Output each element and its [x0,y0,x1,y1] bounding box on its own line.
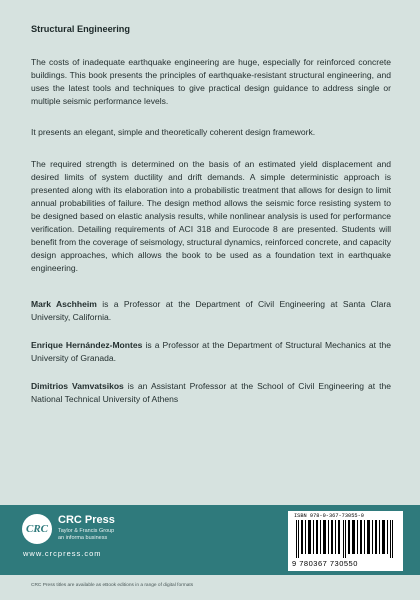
author-bio-2 [31,339,391,365]
paragraph-text: The required strength is determined on the basis of an estimated yield displacement and desired limits of system ductility and drift demands. A simple deterministic approach is presented along with its elaboration into a probabilistic treatment that allows for design to limit annual probabilities of failure. The design method allows the seismic force resisting system to be designed based on elastic analysis results, while nonlinear analysis is used for performance verification. Detailing requirements of ACI 318 and Eurocode 8 are presented. Students will benefit from the coverage of seismology, structural dynamics, reinforced concrete, and capacity design approaches, which allows the book to be used as a foundation text in earthquake engineering. [31,159,391,273]
footer-note: CRC Press titles are available as eBook editions in a range of digital formats [31,583,194,588]
logo-text: CRC [25,523,48,535]
author-bio-1 [31,298,391,324]
author-name: Dimitrios Vamvatsikos [31,381,124,391]
author-bio-text: is a Professor at the Department of Civil Engineering at Santa Clara University, California. [31,299,392,322]
crc-logo [22,514,52,544]
description-paragraph-3 [31,158,391,275]
publisher-group: Taylor & Francis Group [58,528,115,534]
paragraph-text: It presents an elegant, simple and theoretically coherent design framework. [31,127,316,137]
author-bio-text: is a Professor at the Department of Structural Mechanics at the University of Granada. [31,340,391,363]
publisher-website: www.crcpress.com [23,549,102,558]
author-bio-3 [31,380,391,406]
author-name: Mark Aschheim [31,299,97,309]
barcode [288,511,403,571]
author-bio-text: is an Assistant Professor at the School of Civil Engineering at the National Technical University of Athens [31,381,391,404]
author-name: Enrique Hernández-Montes [31,340,143,350]
category-label: Structural Engineering [31,24,131,34]
publisher-tagline: an informa business [58,535,108,541]
isbn-label: ISBN 978-0-367-73055-0 [294,513,364,519]
description-paragraph-2 [31,126,391,139]
publisher-name: CRC Press [58,514,115,526]
barcode-bars [296,520,394,558]
paragraph-text: The costs of inadequate earthquake engineering are huge, especially for reinforced concrete buildings. This book presents the principles of earthquake-resistant structural engineering, and uses the latest tools and techniques to give practical design guidance to address single or multiple seismic performance levels. [31,57,391,106]
description-paragraph-1 [31,56,391,108]
barcode-digits: 9 780367 730550 [292,559,358,568]
